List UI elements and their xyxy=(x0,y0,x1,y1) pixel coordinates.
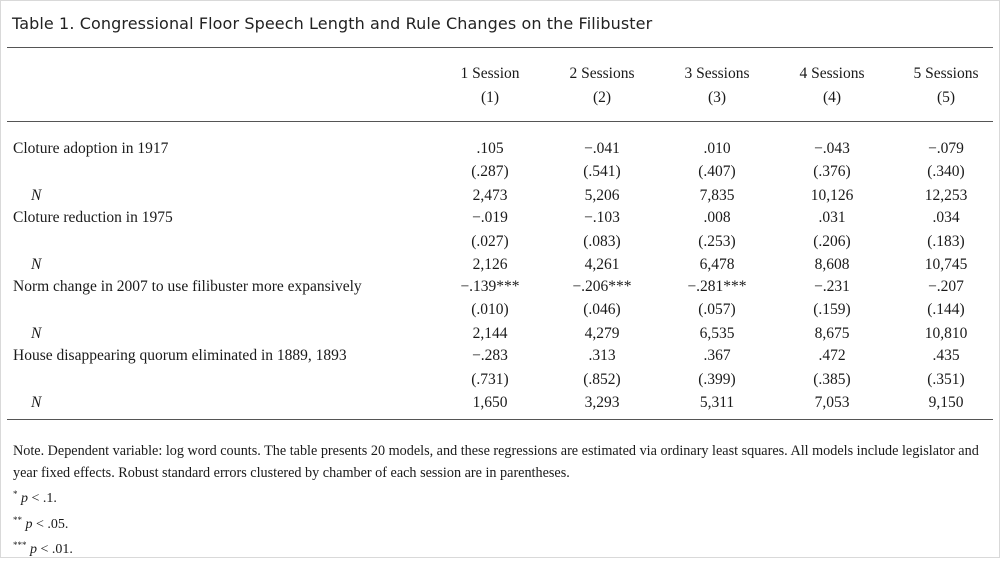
n-cell: 2,126 xyxy=(472,256,508,273)
se-cell: (.206) xyxy=(813,233,851,250)
coef-cell: .008 xyxy=(703,209,731,226)
column-header: 4 Sessions xyxy=(799,65,865,82)
n-label: N xyxy=(31,187,42,204)
coef-cell: .313 xyxy=(588,347,616,364)
n-cell: 6,478 xyxy=(699,256,735,273)
coef-cell: −.231 xyxy=(814,278,850,295)
se-cell: (.144) xyxy=(927,301,965,318)
n-cell: 8,608 xyxy=(814,256,850,273)
coef-cell: .034 xyxy=(932,209,960,226)
coef-cell: .010 xyxy=(703,140,731,157)
table-note xyxy=(13,441,988,561)
n-label: N xyxy=(31,394,42,411)
se-cell: (.287) xyxy=(471,163,509,180)
table-title: Table 1. Congressional Floor Speech Length and Rule Changes on the Filibuster xyxy=(12,14,653,33)
se-cell: (.083) xyxy=(583,233,621,250)
n-cell: 6,535 xyxy=(699,325,735,342)
n-cell: 7,053 xyxy=(814,394,850,411)
top-rule xyxy=(7,47,993,48)
se-cell: (.057) xyxy=(698,301,736,318)
se-cell: (.046) xyxy=(583,301,621,318)
coef-cell: .435 xyxy=(932,347,960,364)
n-label: N xyxy=(31,256,42,273)
se-cell: (.010) xyxy=(471,301,509,318)
n-cell: 4,279 xyxy=(584,325,620,342)
coef-cell: −.019 xyxy=(472,209,508,226)
column-number: (3) xyxy=(707,89,727,106)
coef-cell: .105 xyxy=(476,140,504,157)
se-cell: (.731) xyxy=(471,371,509,388)
significance-line xyxy=(13,484,988,510)
n-label: N xyxy=(31,325,42,342)
p-symbol: p xyxy=(21,491,28,506)
row-label: Cloture adoption in 1917 xyxy=(13,140,169,157)
coef-cell: −.139*** xyxy=(460,278,520,295)
coef-cell: .472 xyxy=(818,347,846,364)
n-cell: 2,473 xyxy=(472,187,508,204)
n-cell: 4,261 xyxy=(584,256,620,273)
column-number: (1) xyxy=(480,89,500,106)
se-cell: (.027) xyxy=(471,233,509,250)
n-cell: 10,745 xyxy=(924,256,968,273)
p-symbol: p xyxy=(25,516,33,532)
column-header: 3 Sessions xyxy=(684,65,750,82)
n-cell: 5,311 xyxy=(699,394,735,411)
se-cell: (.852) xyxy=(583,371,621,388)
se-cell: (.159) xyxy=(813,301,851,318)
coef-cell: −.281*** xyxy=(687,278,747,295)
column-header: 1 Session xyxy=(460,65,520,82)
se-cell: (.376) xyxy=(813,163,851,180)
n-cell: 8,675 xyxy=(814,325,850,342)
significance-line xyxy=(13,510,988,536)
coef-cell: −.043 xyxy=(814,140,850,157)
n-cell: 12,253 xyxy=(924,187,968,204)
coef-cell: .367 xyxy=(703,347,731,364)
se-cell: (.407) xyxy=(698,163,736,180)
n-cell: 5,206 xyxy=(584,187,620,204)
coef-cell: −.103 xyxy=(584,209,620,226)
n-cell: 10,126 xyxy=(810,187,854,204)
column-number: (5) xyxy=(936,89,956,106)
coef-cell: −.041 xyxy=(584,140,620,157)
sig-threshold: < .05. xyxy=(32,516,69,532)
row-label: House disappearing quorum eliminated in 1889, 1893 xyxy=(13,347,347,364)
column-number: (4) xyxy=(822,89,842,106)
sig-threshold: < .1. xyxy=(28,491,57,506)
column-header: 2 Sessions xyxy=(569,65,635,82)
row-label: Norm change in 2007 to use filibuster more expansively xyxy=(13,278,362,295)
header-rule xyxy=(7,121,993,122)
n-cell: 7,835 xyxy=(699,187,735,204)
coef-cell: −.206*** xyxy=(572,278,632,295)
column-header: 5 Sessions xyxy=(913,65,979,82)
se-cell: (.351) xyxy=(927,371,965,388)
row-label: Cloture reduction in 1975 xyxy=(13,209,173,226)
sig-stars: ** xyxy=(13,514,22,525)
note-text: Note. Dependent variable: log word counts. The table presents 20 models, and these regressions are estimated via ordinary least squares. All models include legislator and year fixed effects. Robust standard errors clustered by chamber of each session are in parentheses. xyxy=(13,443,979,481)
p-symbol: p xyxy=(30,542,37,557)
se-cell: (.253) xyxy=(698,233,736,250)
se-cell: (.340) xyxy=(927,163,965,180)
sig-stars: * xyxy=(13,489,18,499)
column-number: (2) xyxy=(592,89,612,106)
sig-stars: *** xyxy=(13,540,27,550)
coef-cell: .031 xyxy=(818,209,846,226)
se-cell: (.541) xyxy=(583,163,621,180)
significance-line xyxy=(13,535,988,561)
n-cell: 2,144 xyxy=(472,325,508,342)
n-cell: 3,293 xyxy=(584,394,620,411)
n-cell: 9,150 xyxy=(928,394,964,411)
coef-cell: −.207 xyxy=(928,278,964,295)
n-cell: 10,810 xyxy=(924,325,968,342)
n-cell: 1,650 xyxy=(472,394,508,411)
coef-cell: −.283 xyxy=(472,347,508,364)
se-cell: (.183) xyxy=(927,233,965,250)
coef-cell: −.079 xyxy=(928,140,964,157)
sig-threshold: < .01. xyxy=(37,542,73,557)
se-cell: (.385) xyxy=(813,371,851,388)
bottom-rule xyxy=(7,419,993,420)
se-cell: (.399) xyxy=(698,371,736,388)
